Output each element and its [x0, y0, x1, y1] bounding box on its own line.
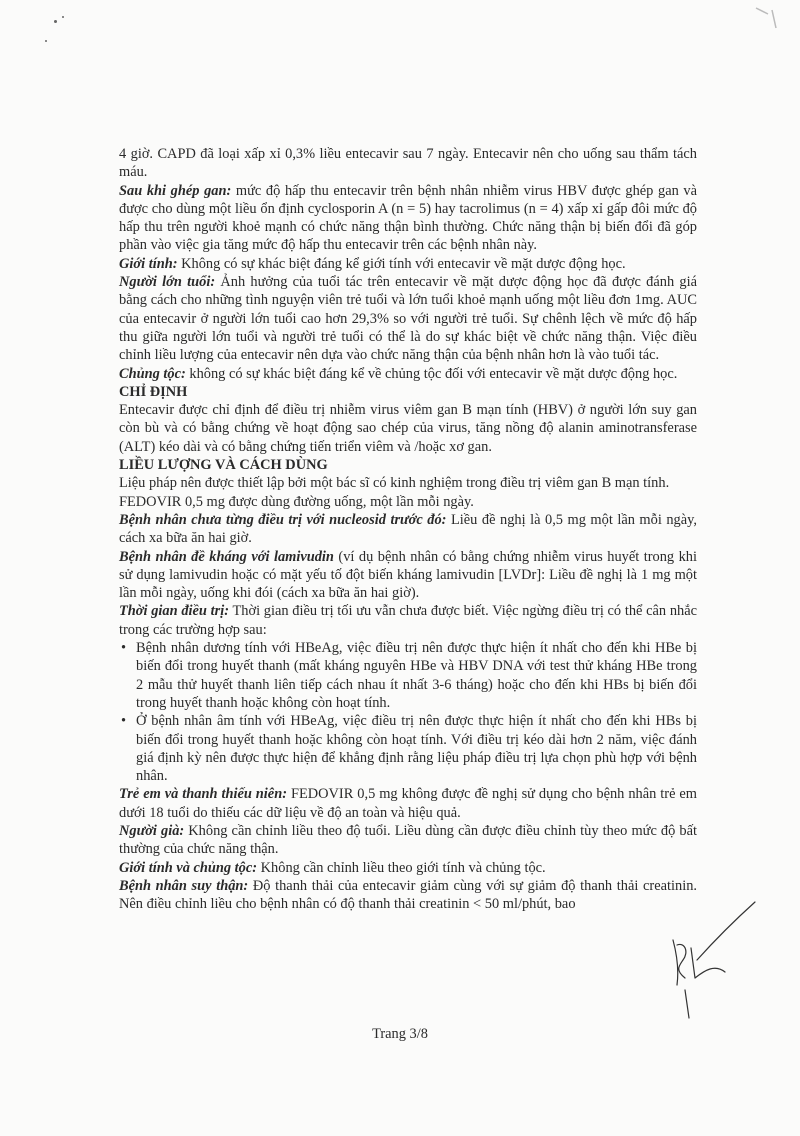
paragraph-race [119, 365, 697, 383]
paragraph-text: Thời gian điều trị tối ưu vẫn chưa được biết. Việc ngừng điều trị có thể cân nhắc trong các trường hợp sau: [119, 603, 697, 638]
scan-speck [62, 16, 64, 18]
paragraph-text: mức độ hấp thu entecavir trên bệnh nhân nhiễm virus HBV được ghép gan và được cho dùng một liều ổn định cyclosporin A (n = 5) hay tacrolimus (n = 4) xấp xỉ gấp đôi mức độ hấp thu trên người khoẻ mạnh có chức năng thận bình thường. Chức năng thận bị biến đổi đã góp phần vào việc gia tăng mức độ hấp thu entecavir trên các bệnh nhân này. [119, 182, 697, 254]
handwritten-signature [655, 900, 765, 1020]
paragraph-text: Liều đề nghị là 0,5 mg một lần mỗi ngày, cách xa bữa ăn hai giờ. [119, 511, 697, 547]
paragraph-lead: Trẻ em và thanh thiếu niên: [119, 786, 287, 803]
paragraph-text: Không cần chỉnh liều theo giới tính và chủng tộc. [257, 859, 546, 876]
document-body [119, 145, 697, 913]
paragraph-lead: Người già: [119, 822, 185, 839]
list-item: • Ở bệnh nhân âm tính với HBeAg, việc điều trị nên được thực hiện ít nhất cho đến khi HBs bị biến đổi trong huyết thanh hoặc không còn hoạt tính. Với điều trị kéo dài hơn 2 năm, việc đánh giá định kỳ nên được thực hiện để khẳng định rằng liệu pháp điều trị lựa chọn phù hợp với bệnh nhân. [119, 712, 697, 785]
paragraph-therapy-intro: Liệu pháp nên được thiết lập bởi một bác sĩ có kinh nghiệm trong điều trị viêm gan B mạn tính. [119, 475, 670, 492]
paragraph-text: Ảnh hưởng của tuổi tác trên entecavir về mặt dược động học đã được đánh giá bằng cách cho những tình nguyện viên trẻ tuổi và lớn tuổi khoẻ mạnh uống một liều đơn 1mg. AUC của entecavir ở người lớn tuổi cao hơn 29,3% so với người trẻ tuổi. Sự chênh lệch về mức độ hấp thu giữa người lớn tuổi và người trẻ tuổi có thể là do sự khác biệt về chức năng thận. Việc điều chỉnh liều lượng của entecavir nên dựa vào chức năng thận của bệnh nhân hơn là vào tuổi tác. [119, 274, 697, 364]
paragraph-lead: Bệnh nhân chưa từng điều trị với nucleosid trước đó: [119, 511, 447, 528]
scan-corner-mark [754, 6, 782, 30]
paragraph-naive-patients [119, 511, 697, 548]
heading-chi-dinh: CHỈ ĐỊNH [119, 383, 188, 400]
paragraph-text: Không cần chỉnh liều theo độ tuổi. Liều dùng cần được điều chỉnh tùy theo mức độ bất thường của chức năng thận. [119, 822, 697, 858]
paragraph-dose: FEDOVIR 0,5 mg được dùng đường uống, một lần mỗi ngày. [119, 493, 474, 510]
paragraph-renal [119, 877, 697, 914]
paragraph-lead: Người lớn tuổi: [119, 274, 216, 291]
paragraph-children [119, 785, 697, 822]
paragraph-liver-transplant [119, 182, 697, 255]
scan-speck [45, 40, 47, 42]
paragraph-dialysis [119, 145, 697, 182]
paragraph-lamivudin-resistant [119, 548, 697, 603]
paragraph-lead: Bệnh nhân suy thận: [119, 877, 249, 894]
paragraph-text: không có sự khác biệt đáng kể về chủng tộc đối với entecavir về mặt dược động học. [185, 365, 678, 382]
paragraph-lead: Bệnh nhân đề kháng với lamivudin [119, 548, 334, 565]
paragraph-lead: Giới tính và chủng tộc: [119, 859, 258, 876]
paragraph-text: Không có sự khác biệt đáng kể giới tính với entecavir về mặt dược động học. [177, 255, 626, 272]
paragraph-lead: Sau khi ghép gan: [119, 182, 232, 199]
paragraph-gender [119, 255, 697, 273]
paragraph-elderly-dose [119, 822, 697, 859]
page-number: Trang 3/8 [372, 1026, 428, 1042]
paragraph-elderly [119, 273, 697, 364]
paragraph-duration [119, 602, 697, 639]
paragraph-lead: Thời gian điều trị: [119, 603, 230, 620]
bullet-list [119, 639, 697, 785]
heading-lieu-luong: LIỀU LƯỢNG VÀ CÁCH DÙNG [119, 457, 328, 474]
paragraph-lead: Giới tính: [119, 255, 178, 272]
paragraph-text: (ví dụ bệnh nhân có bằng chứng nhiễm virus huyết trong khi sử dụng lamivudin hoặc có mặt yếu tố đột biến kháng lamivudin [LVDr]: Liều đề nghị là 1 mg một lần mỗi ngày, uống khi đói (cách xa bữa ăn hai giờ). [119, 548, 698, 602]
paragraph-gender-race [119, 859, 697, 877]
paragraph-text: Độ thanh thải của entecavir giảm cùng với sự giảm độ thanh thải creatinin. Nên điều chỉnh liều cho bệnh nhân có độ thanh thải creatinin < 50 ml/phút, bao [119, 877, 697, 913]
paragraph-lead: Chủng tộc: [119, 365, 186, 382]
paragraph-text: FEDOVIR 0,5 mg không được đề nghị sử dụng cho bệnh nhân trẻ em dưới 18 tuổi do thiếu các dữ liệu về độ an toàn và hiệu quả. [119, 786, 697, 821]
list-item: • Bệnh nhân dương tính với HBeAg, việc điều trị nên được thực hiện ít nhất cho đến khi HBe bị biến đổi trong huyết thanh (mất kháng nguyên HBe và HBV DNA với test thử kháng HBe trong 2 mẫu thử huyết thanh liên tiếp cách nhau ít nhất 3-6 tháng) hoặc cho đến khi HBs bị biến đổi trong huyết thanh hoặc không còn hoạt tính. [119, 639, 697, 712]
paragraph-indication: Entecavir được chỉ định để điều trị nhiễm virus viêm gan B mạn tính (HBV) ở người lớn suy gan còn bù và có bằng chứng về hoạt động sao chép của virus, tăng nồng độ alanin aminotransferase (ALT) kéo dài và có bằng chứng tiến triển viêm và /hoặc xơ gan. [119, 402, 697, 455]
paragraph-text: 4 giờ. CAPD đã loại xấp xỉ 0,3% liều entecavir sau 7 ngày. Entecavir nên cho uống sau thẩm tách máu. [119, 146, 697, 181]
scan-speck [54, 20, 57, 23]
